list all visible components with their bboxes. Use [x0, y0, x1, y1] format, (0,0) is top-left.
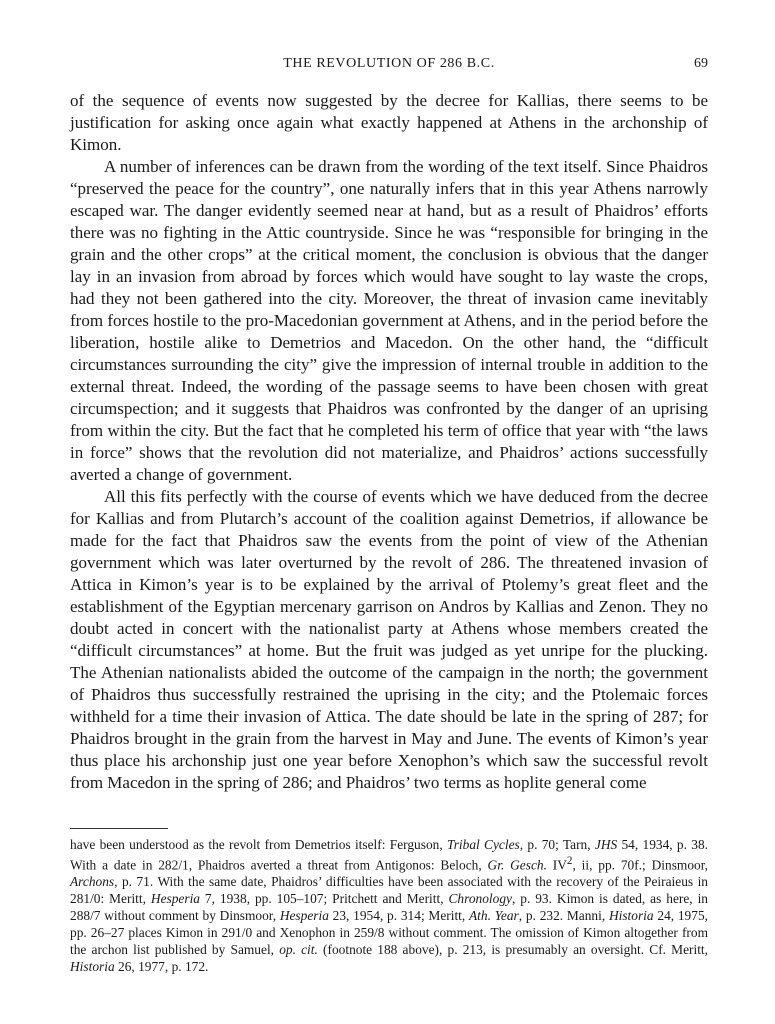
- paragraph-continued: of the sequence of events now suggested by the decree for Kallias, there seems to be justification for asking once again what exactly happened at Athens in the archonship of Kimon.: [70, 91, 708, 154]
- footnote-citation-title: Hesperia: [150, 891, 200, 907]
- running-title: THE REVOLUTION OF 286 B.C.: [283, 56, 495, 71]
- footnote-text: , p. 70; Tarn,: [519, 837, 595, 852]
- footnote-text: IV: [546, 857, 567, 873]
- footnote-text: 26, 1977, p. 172.: [114, 959, 209, 975]
- footnote-text: , p. 71. With the same date, Phaidros’ difficulties have been associated with the recovery of the Peiraieus in 281/0: Meritt,: [70, 874, 708, 907]
- footnote-citation-title: JHS: [594, 837, 618, 852]
- running-header: [70, 56, 708, 78]
- footnote-text: (footnote 188 above), p. 213, is presumably an oversight. Cf. Meritt,: [317, 942, 708, 958]
- footnote-text: 24, 1975, pp. 26–27 places Kimon in 291/0 and Xenophon in 259/8 without comment. The omission of Kimon altogether from the archon list published by Samuel,: [70, 908, 708, 958]
- footnote-citation-title: Tribal Cycles: [447, 837, 520, 852]
- footnote-citation-title: op. cit.: [279, 942, 318, 958]
- paragraph-course-of-events: All this fits perfectly with the course of events which we have deduced from the decree for Kallias and from Plutarch’s account of the coalition against Demetrios, if allowance be made for the fact that Phaidros saw the events from the point of view of the Athenian government which was later overturned by the revolt of 286. The threatened invasion of Attica in Kimon’s year is to be explained by the arrival of Ptolemy’s great fleet and the establishment of the Egyptian mercenary garrison on Andros by Kallias and Zenon. They no doubt acted in concert with the nationalist party at Athens whose members created the “difficult circumstances” at home. But the fruit was judged as yet unripe for the plucking. The Athenian nationalists abided the outcome of the campaign in the north; the government of Phaidros thus successfully restrained the uprising in the city; and the Ptolemaic forces withheld for a time their invasion of Attica. The date should be late in the spring of 287; for Phaidros brought in the grain from the harvest in May and June. The events of Kimon’s year thus place his archonship just one year before Xenophon’s which saw the successful revolt from Macedon in the spring of 286; and Phaidros’ two terms as hoplite general come: [70, 487, 708, 792]
- footnote-citation-title: Historia: [70, 959, 115, 975]
- paragraph-inferences: A number of inferences can be drawn from the wording of the text itself. Since Phaidros “preserved the peace for the country”, one naturally infers that in this year Athens narrowly escaped war. The danger evidently seemed near at hand, but as a result of Phaidros’ efforts there was no fighting in the Attic countryside. Since he was “responsible for bringing in the grain and the other crops” at the critical moment, the conclusion is obvious that the danger lay in an invasion from abroad by forces which would have sought to lay waste the crops, had they not been gathered into the city. Moreover, the threat of invasion came inevitably from forces hostile to the pro-Macedonian government at Athens, and in the period before the liberation, hostile alike to Demetrios and Macedon. On the other hand, the “difficult circumstances surrounding the city” give the impression of internal trouble in addition to the external threat. Indeed, the wording of the passage seems to have been chosen with great circumspection; and it suggests that Phaidros was confronted by the danger of an uprising from within the city. But the fact that he completed his term of office that year with “the laws in force” shows that the revolution did not materialize, and Phaidros’ actions successfully averted a change of government.: [70, 157, 708, 484]
- footnote-text: 7, 1938, pp. 105–107; Pritchett and Meritt,: [200, 891, 449, 907]
- footnote-citation-title: Hesperia: [279, 908, 329, 924]
- footnote-text: 23, 1954, p. 314; Meritt,: [328, 908, 469, 924]
- footnote-text: 54, 1934, p. 38. With a date in 282/1, Phaidros averted a threat from Antigonos: Beloch,: [70, 837, 709, 873]
- footnote: [70, 836, 708, 975]
- footnote-rule: [70, 828, 168, 829]
- footnote-text: , p. 93. Kimon is dated, as here, in 288/7 without comment by Dinsmoor,: [70, 891, 708, 924]
- footnote-citation-title: Chronology: [448, 891, 512, 907]
- footnote-citation-title: Historia: [608, 908, 654, 924]
- main-text: [70, 90, 708, 794]
- footnote-text: , ii, pp. 70f.; Dinsmoor,: [572, 857, 708, 873]
- footnote-text: , p. 232. Manni,: [518, 908, 609, 924]
- footnote-superscript: 2: [566, 855, 573, 867]
- page-number: 69: [694, 56, 708, 71]
- footnote-citation-title: Archons: [70, 874, 115, 890]
- footnote-text: have been understood as the revolt from Demetrios itself: Ferguson,: [70, 837, 447, 852]
- footnote-citation-title: Ath. Year: [469, 908, 519, 924]
- footnote-citation-title: Gr. Gesch.: [487, 857, 547, 873]
